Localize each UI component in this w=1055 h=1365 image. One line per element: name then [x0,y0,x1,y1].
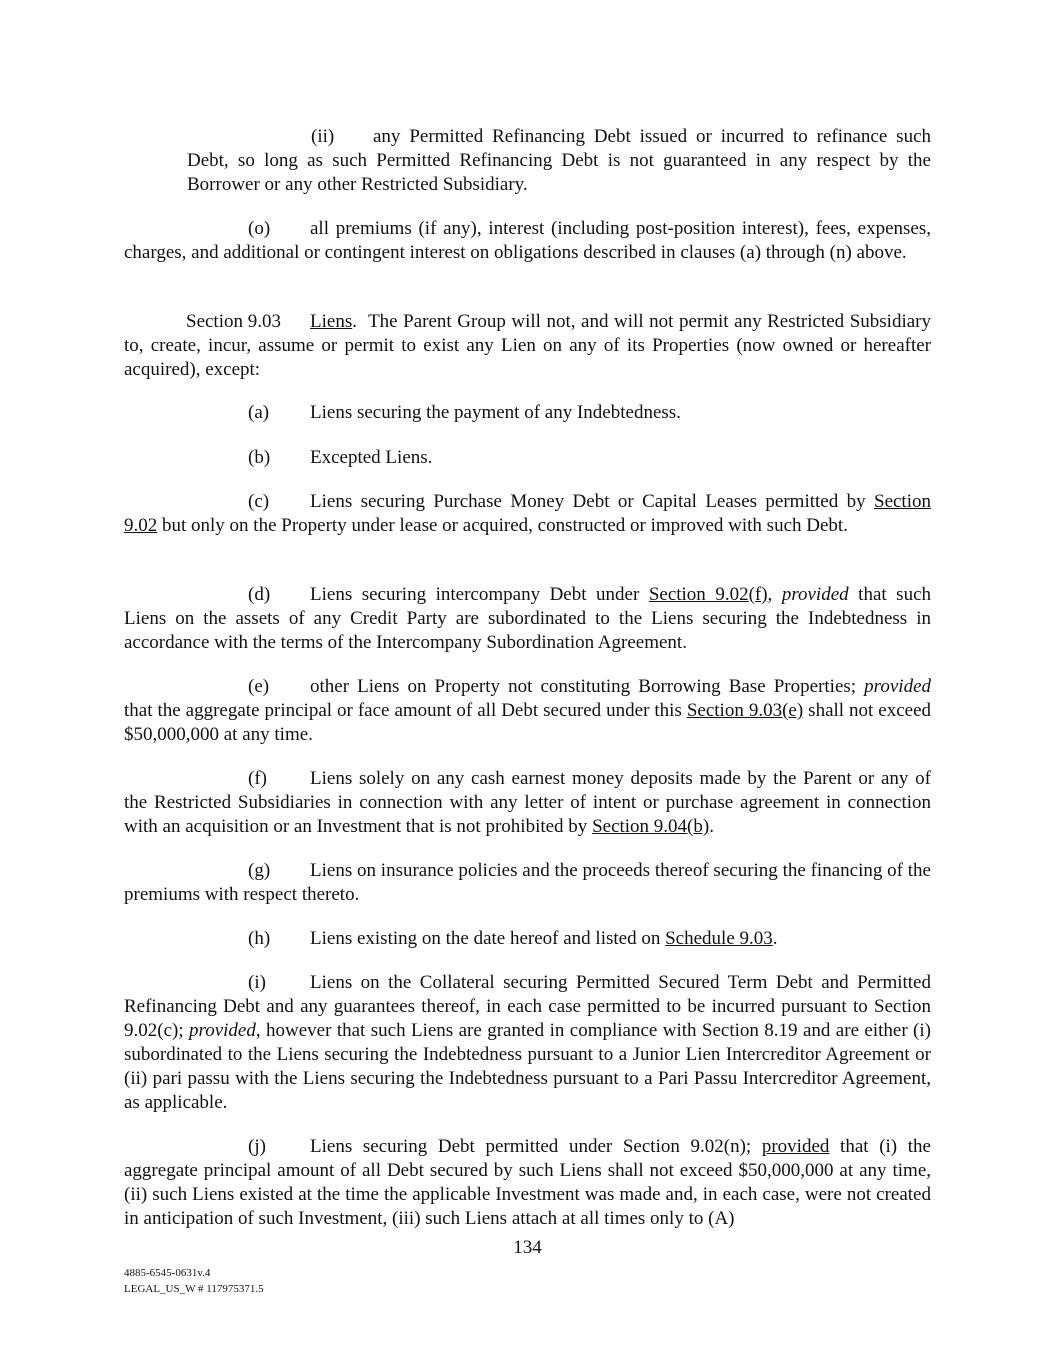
clause-text: Liens securing intercompany Debt under [310,584,640,605]
clause-marker: (j) [248,1136,266,1157]
clause-text: Excepted Liens. [310,447,433,468]
clause-marker: (b) [248,447,271,468]
clause-a [124,401,931,425]
proviso-underlined: provided [761,1136,830,1157]
clause-marker: (a) [248,402,270,423]
clause-text: . [709,816,714,837]
clause-text: other Liens on Property not constituting Borrowing Base Properties; [310,676,857,697]
clause-text: , however that such Liens are granted in compliance with Section 8.19 and are either (i) subordinated to the Liens securing the Indebtedness pursuant to a Junior Lien Intercreditor Agreement or (ii) pari passu with the Liens securing the Indebtedness pursuant to a Pari Passu Intercreditor Agreement, as applicable. [124,1020,931,1113]
clause-c [124,490,931,538]
clause-h [124,927,931,951]
section-title: Liens [310,311,353,332]
section-9-03: Section 9.03 Liens. The Parent Group will not, and will not permit any Restricted Subsidiary to, create, incur, assume or permit to exist any Lien on any of its Properties (now owned or hereafter acquired), except: [124,311,931,380]
clause-text: Liens securing Purchase Money Debt or Capital Leases permitted by [310,491,866,512]
doc-id-line-2: LEGAL_US_W # 117975371.5 [124,1283,264,1295]
clause-text: Liens existing on the date hereof and listed on [310,928,661,949]
clause-j [124,1135,931,1231]
clause-text: shall not exceed $50,000,000 at any time. [124,700,932,745]
clause-text: that such Liens on the assets of any Credit Party are subordinated to the Liens securing the Indebtedness in accordance with the terms of the Intercompany Subordination Agreement. [124,584,932,653]
clause-marker: (c) [248,491,270,512]
section-reference: Section 9.04(b) [592,816,710,837]
clause-ii [187,125,931,197]
section-reference: Section 9.02(f) [648,584,768,605]
clause-text: any Permitted Refinancing Debt issued or incurred to refinance such Debt, so long as such Permitted Refinancing Debt is not guaranteed in any respect by the Borrower or any other Restricted Subsidiary. [187,126,931,195]
proviso: provided [189,1020,256,1041]
clause-text: Liens securing Debt permitted under Section 9.02(n); [310,1136,752,1157]
clause-o [124,217,931,265]
clause-text: that (i) the aggregate principal amount of all Debt secured by such Liens shall not exceed $50,000,000 at any time, (ii) such Liens existed at the time the applicable Investment was made and, in each case, were not created in anticipation of such Investment, (iii) such Liens attach at all times only to (A) [124,1136,931,1229]
clause-marker: (f) [248,768,267,789]
clause-text: all premiums (if any), interest (including post-position interest), fees, expenses, charges, and additional or contingent interest on obligations described in clauses (a) through (n) above. [124,218,931,263]
clause-d: (d) Liens securing intercompany Debt under Section 9.02(f), provided that such Liens on the assets of any Credit Party are subordinated to the Liens securing the Indebtedness in accordance with the terms of the Intercompany Subordination Agreement. [124,584,932,653]
clause-marker: (h) [248,928,271,949]
clause-marker: (o) [248,218,271,239]
section-label: Section 9.03 [186,311,281,332]
clause-marker: (d) [248,584,271,605]
section-reference: Section 9.03(e) [686,700,804,721]
section-reference: Schedule 9.03 [665,928,773,949]
clause-text: but only on the Property under lease or acquired, constructed or improved with such Debt. [162,515,848,536]
clause-text: that the aggregate principal or face amount of all Debt secured under this [124,700,682,721]
clause-e [124,675,931,747]
clause-text: Liens solely on any cash earnest money deposits made by the Parent or any of the Restricted Subsidiaries in connection with any letter of intent or purchase agreement in connection with an acquisition or an Investment that is not prohibited by [124,768,931,837]
clause-b [124,446,931,470]
proviso: provided [864,676,932,697]
clause-text: Liens on the Collateral securing Permitted Secured Term Debt and Permitted Refinancing Debt and any guarantees thereof, in each case permitted to be incurred pursuant to Section 9.02(c); [124,972,931,1041]
clause-text: Liens securing the payment of any Indebtedness. [310,402,681,423]
proviso: provided [781,584,849,605]
doc-id-line-1: 4885-6545-0631v.4 [124,1267,211,1279]
clause-text: Liens on insurance policies and the proceeds thereof securing the financing of the premiums with respect thereto. [124,860,931,905]
clause-marker: (e) [248,676,270,697]
clause-g [124,859,931,907]
page-number: 134 [513,1237,542,1258]
clause-marker: (ii) [311,126,335,147]
clause-marker: (i) [248,972,266,993]
clause-text: . [772,928,778,949]
clause-i [124,971,931,1115]
clause-f [124,767,931,839]
clause-marker: (g) [248,860,271,881]
section-text: The Parent Group will not, and will not permit any Restricted Subsidiary to, create, incur, assume or permit to exist any Lien on any of its Properties (now owned or hereafter acquired), except: [124,311,931,380]
section-reference: Section 9.02 [124,491,931,536]
